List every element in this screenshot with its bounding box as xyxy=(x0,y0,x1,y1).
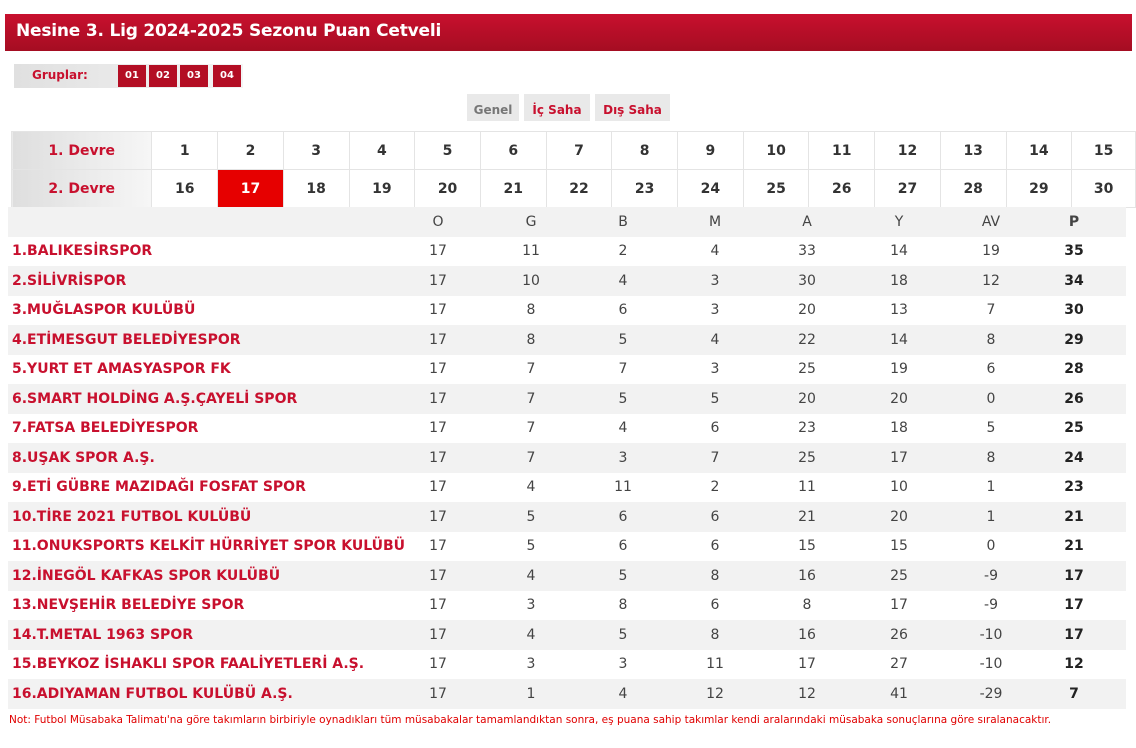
stat-goals-for: 20 xyxy=(776,384,838,414)
stat-won: 5 xyxy=(470,502,592,532)
tab-genel[interactable]: Genel xyxy=(467,94,519,121)
group-selector xyxy=(14,64,243,88)
tab-dis-saha[interactable]: Dış Saha xyxy=(595,94,670,121)
week-29[interactable]: 29 xyxy=(1006,170,1072,208)
stat-lost: 3 xyxy=(710,361,720,378)
stat-goal-diff: -10 xyxy=(979,656,1003,673)
stat-drawn: 6 xyxy=(618,538,628,555)
week-21[interactable]: 21 xyxy=(480,170,546,208)
stat-goals-for: 17 xyxy=(798,656,816,673)
team-name[interactable]: 14.T.METAL 1963 SPOR xyxy=(8,620,406,650)
stat-goals-against: 14 xyxy=(838,325,960,355)
stat-won: 3 xyxy=(526,656,536,673)
team-name[interactable]: 2.SİLİVRİSPOR xyxy=(8,266,406,296)
week-1[interactable]: 1 xyxy=(152,132,218,170)
stat-goal-diff: 6 xyxy=(986,361,996,378)
table-row xyxy=(8,443,1126,473)
table-row xyxy=(8,325,1126,355)
tab-ic-saha[interactable]: İç Saha xyxy=(524,94,590,121)
first-half-row xyxy=(12,132,1136,170)
stat-lost: 4 xyxy=(710,243,720,260)
stat-goals-against: 20 xyxy=(838,384,960,414)
stat-played: 17 xyxy=(406,561,470,591)
stat-won: 4 xyxy=(470,561,592,591)
stat-lost: 6 xyxy=(710,538,720,555)
stat-drawn: 11 xyxy=(614,479,632,496)
stat-lost: 3 xyxy=(654,266,776,296)
stat-drawn: 3 xyxy=(592,443,654,473)
team-name[interactable]: 15.BEYKOZ İSHAKLI SPOR FAALİYETLERİ A.Ş. xyxy=(12,656,365,673)
stat-points: 26 xyxy=(1022,384,1126,414)
page-title: Nesine 3. Lig 2024-2025 Sezonu Puan Cetveli xyxy=(16,21,442,41)
stat-drawn: 5 xyxy=(592,325,654,355)
stat-played: 17 xyxy=(406,325,470,355)
stat-points: 21 xyxy=(1022,502,1126,532)
col-goal-diff: AV xyxy=(960,207,1022,237)
col-drawn: B xyxy=(592,207,654,237)
stat-points: 17 xyxy=(1022,561,1126,591)
stat-points: 35 xyxy=(1064,243,1084,260)
week-20[interactable]: 20 xyxy=(415,170,481,208)
stat-goal-diff: 0 xyxy=(960,384,1022,414)
team-name[interactable]: 16.ADIYAMAN FUTBOL KULÜBÜ A.Ş. xyxy=(8,679,406,709)
col-lost: M xyxy=(654,207,776,237)
team-name[interactable]: 11.ONUKSPORTS KELKİT HÜRRİYET SPOR KULÜBÜ xyxy=(12,538,406,555)
stat-goals-against: 14 xyxy=(890,243,908,260)
week-9[interactable]: 9 xyxy=(678,132,744,170)
week-3[interactable]: 3 xyxy=(283,132,349,170)
stat-goal-diff: -9 xyxy=(960,561,1022,591)
stat-goals-for: 23 xyxy=(798,420,816,437)
team-name[interactable]: 4.ETİMESGUT BELEDİYESPOR xyxy=(8,325,406,355)
stat-lost: 4 xyxy=(654,325,776,355)
stat-goals-for: 25 xyxy=(776,443,838,473)
stat-goal-diff: 8 xyxy=(960,443,1022,473)
standings-header-row xyxy=(8,207,1126,237)
second-half-row xyxy=(12,170,1136,208)
week-14[interactable]: 14 xyxy=(1006,132,1072,170)
week-2[interactable]: 2 xyxy=(218,132,284,170)
week-4[interactable]: 4 xyxy=(349,132,415,170)
footnote: Not: Futbol Müsabaka Talimatı'na göre takımların birbiriyle oynadıkları tüm müsabakalar tamamlandıktan sonra, eş puana sahip takımlar kendi aralarındaki müsabaka sonuçlarına göre sıralanacaktır. xyxy=(9,714,1052,726)
stat-goal-diff: -9 xyxy=(984,597,998,614)
stat-goals-against: 41 xyxy=(838,679,960,709)
stat-goals-against: 18 xyxy=(890,420,908,437)
week-26[interactable]: 26 xyxy=(809,170,875,208)
stat-won: 8 xyxy=(526,302,536,319)
stat-drawn: 7 xyxy=(618,361,628,378)
stat-points: 30 xyxy=(1064,302,1084,319)
week-27[interactable]: 27 xyxy=(875,170,941,208)
col-played: O xyxy=(406,207,470,237)
standings-table xyxy=(8,207,1126,709)
stat-goals-for: 15 xyxy=(798,538,816,555)
team-name[interactable]: 10.TİRE 2021 FUTBOL KULÜBÜ xyxy=(8,502,406,532)
week-12[interactable]: 12 xyxy=(875,132,941,170)
team-name[interactable]: 6.SMART HOLDİNG A.Ş.ÇAYELİ SPOR xyxy=(8,384,406,414)
stat-drawn: 4 xyxy=(592,266,654,296)
stat-goal-diff: -10 xyxy=(960,620,1022,650)
stat-lost: 6 xyxy=(710,597,720,614)
table-row xyxy=(8,266,1126,296)
week-15[interactable]: 15 xyxy=(1072,132,1136,170)
week-23[interactable]: 23 xyxy=(612,170,678,208)
stat-goals-against: 20 xyxy=(838,502,960,532)
week-25[interactable]: 25 xyxy=(743,170,809,208)
stat-won: 3 xyxy=(526,597,536,614)
stat-lost: 6 xyxy=(710,420,720,437)
col-won: G xyxy=(470,207,592,237)
table-row xyxy=(8,355,1126,385)
stat-drawn: 4 xyxy=(592,679,654,709)
stat-goals-for: 22 xyxy=(776,325,838,355)
team-name[interactable]: 8.UŞAK SPOR A.Ş. xyxy=(8,443,406,473)
stat-played: 17 xyxy=(429,302,447,319)
table-row xyxy=(8,532,1126,562)
stat-drawn: 6 xyxy=(592,502,654,532)
team-name[interactable]: 5.YURT ET AMASYASPOR FK xyxy=(12,361,231,378)
stat-goal-diff: 5 xyxy=(986,420,996,437)
stat-points: 25 xyxy=(1064,420,1084,437)
stat-played: 17 xyxy=(429,420,447,437)
group-button-03[interactable]: 03 xyxy=(180,65,208,87)
stat-goals-for: 20 xyxy=(798,302,816,319)
table-row xyxy=(8,414,1126,444)
team-name[interactable]: 13.NEVŞEHİR BELEDİYE SPOR xyxy=(12,597,245,614)
stat-lost: 6 xyxy=(654,502,776,532)
stat-goal-diff: 8 xyxy=(960,325,1022,355)
week-19[interactable]: 19 xyxy=(349,170,415,208)
week-7[interactable]: 7 xyxy=(546,132,612,170)
stat-goals-against: 25 xyxy=(838,561,960,591)
stat-points: 23 xyxy=(1064,479,1084,496)
stat-drawn: 5 xyxy=(592,561,654,591)
stat-goals-against: 17 xyxy=(838,443,960,473)
stat-goals-for: 30 xyxy=(776,266,838,296)
stat-goals-for: 16 xyxy=(776,620,838,650)
stat-goal-diff: 7 xyxy=(986,302,996,319)
stat-drawn: 3 xyxy=(618,656,628,673)
stat-played: 17 xyxy=(406,443,470,473)
stat-goals-against: 19 xyxy=(890,361,908,378)
stat-goal-diff: 0 xyxy=(986,538,996,555)
page-header xyxy=(5,14,1132,51)
stat-played: 17 xyxy=(406,620,470,650)
stat-won: 5 xyxy=(526,538,536,555)
week-11[interactable]: 11 xyxy=(809,132,875,170)
col-goals-for: A xyxy=(776,207,838,237)
week-5[interactable]: 5 xyxy=(415,132,481,170)
stat-goals-for: 11 xyxy=(798,479,816,496)
week-10[interactable]: 10 xyxy=(743,132,809,170)
table-row xyxy=(8,296,1126,326)
group-button-02[interactable]: 02 xyxy=(149,65,177,87)
table-row xyxy=(8,591,1126,621)
stat-played: 17 xyxy=(429,656,447,673)
table-row xyxy=(8,473,1126,503)
stat-won: 11 xyxy=(522,243,540,260)
stat-played: 17 xyxy=(429,538,447,555)
stat-goals-against: 26 xyxy=(838,620,960,650)
week-22[interactable]: 22 xyxy=(546,170,612,208)
team-name[interactable]: 9.ETİ GÜBRE MAZIDAĞI FOSFAT SPOR xyxy=(12,479,306,496)
stat-points: 34 xyxy=(1022,266,1126,296)
stat-played: 17 xyxy=(406,679,470,709)
table-row xyxy=(8,502,1126,532)
stat-lost: 8 xyxy=(654,620,776,650)
stat-drawn: 5 xyxy=(592,384,654,414)
team-name[interactable]: 12.İNEGÖL KAFKAS SPOR KULÜBÜ xyxy=(8,561,406,591)
stat-goals-against: 13 xyxy=(890,302,908,319)
stat-goals-for: 8 xyxy=(802,597,812,614)
week-16[interactable]: 16 xyxy=(152,170,218,208)
stat-points: 28 xyxy=(1064,361,1084,378)
table-row xyxy=(8,237,1126,267)
stat-lost: 2 xyxy=(710,479,720,496)
stat-points: 7 xyxy=(1022,679,1126,709)
stat-goals-against: 27 xyxy=(890,656,908,673)
stat-drawn: 8 xyxy=(618,597,628,614)
week-17[interactable]: 17 xyxy=(218,170,284,208)
stat-points: 24 xyxy=(1022,443,1126,473)
stat-lost: 8 xyxy=(654,561,776,591)
round-selector xyxy=(11,131,1136,208)
stat-drawn: 5 xyxy=(592,620,654,650)
stat-points: 17 xyxy=(1022,620,1126,650)
stat-points: 21 xyxy=(1064,538,1084,555)
stat-goals-for: 12 xyxy=(776,679,838,709)
stat-won: 1 xyxy=(470,679,592,709)
stat-points: 29 xyxy=(1022,325,1126,355)
stat-goals-against: 17 xyxy=(890,597,908,614)
week-6[interactable]: 6 xyxy=(480,132,546,170)
team-name[interactable]: 1.BALIKESİRSPOR xyxy=(12,243,153,260)
table-row xyxy=(8,561,1126,591)
table-row xyxy=(8,679,1126,709)
table-row xyxy=(8,384,1126,414)
stat-won: 7 xyxy=(526,420,536,437)
stat-played: 17 xyxy=(429,243,447,260)
stat-goals-against: 15 xyxy=(890,538,908,555)
stat-won: 7 xyxy=(470,443,592,473)
stat-goals-for: 21 xyxy=(776,502,838,532)
stat-points: 17 xyxy=(1064,597,1084,614)
stat-goal-diff: 1 xyxy=(986,479,996,496)
stat-played: 17 xyxy=(406,502,470,532)
team-column-header xyxy=(8,207,406,237)
stat-drawn: 4 xyxy=(618,420,628,437)
stat-goals-for: 33 xyxy=(798,243,816,260)
col-goals-against: Y xyxy=(838,207,960,237)
stat-goals-against: 10 xyxy=(890,479,908,496)
week-13[interactable]: 13 xyxy=(940,132,1006,170)
stat-drawn: 6 xyxy=(618,302,628,319)
stat-lost: 3 xyxy=(710,302,720,319)
stat-lost: 7 xyxy=(654,443,776,473)
stat-goal-diff: -29 xyxy=(960,679,1022,709)
stat-goals-for: 16 xyxy=(776,561,838,591)
stat-lost: 5 xyxy=(654,384,776,414)
stat-won: 7 xyxy=(470,384,592,414)
stat-goals-for: 25 xyxy=(798,361,816,378)
stat-played: 17 xyxy=(406,384,470,414)
stat-won: 10 xyxy=(470,266,592,296)
stat-goal-diff: 1 xyxy=(960,502,1022,532)
first-half-label: 1. Devre xyxy=(12,132,152,170)
team-name[interactable]: 3.MUĞLASPOR KULÜBÜ xyxy=(12,302,196,319)
stat-lost: 11 xyxy=(706,656,724,673)
week-28[interactable]: 28 xyxy=(940,170,1006,208)
team-name[interactable]: 7.FATSA BELEDİYESPOR xyxy=(12,420,199,437)
group-button-04[interactable]: 04 xyxy=(213,65,241,87)
stat-won: 7 xyxy=(526,361,536,378)
stat-points: 12 xyxy=(1064,656,1084,673)
table-row xyxy=(8,650,1126,680)
groups-label: Gruplar: xyxy=(32,68,88,82)
week-30[interactable]: 30 xyxy=(1072,170,1136,208)
stat-goal-diff: 19 xyxy=(982,243,1000,260)
col-points: P xyxy=(1022,207,1126,237)
stat-played: 17 xyxy=(406,266,470,296)
group-button-01[interactable]: 01 xyxy=(118,65,146,87)
table-row xyxy=(8,620,1126,650)
stat-won: 4 xyxy=(470,620,592,650)
stat-won: 4 xyxy=(526,479,536,496)
stat-won: 8 xyxy=(470,325,592,355)
stat-goal-diff: 12 xyxy=(960,266,1022,296)
week-24[interactable]: 24 xyxy=(678,170,744,208)
stat-played: 17 xyxy=(429,361,447,378)
stat-goals-against: 18 xyxy=(838,266,960,296)
week-18[interactable]: 18 xyxy=(283,170,349,208)
stat-lost: 12 xyxy=(654,679,776,709)
stat-played: 17 xyxy=(429,479,447,496)
stat-played: 17 xyxy=(429,597,447,614)
stat-drawn: 2 xyxy=(618,243,628,260)
second-half-label: 2. Devre xyxy=(12,170,152,208)
week-8[interactable]: 8 xyxy=(612,132,678,170)
